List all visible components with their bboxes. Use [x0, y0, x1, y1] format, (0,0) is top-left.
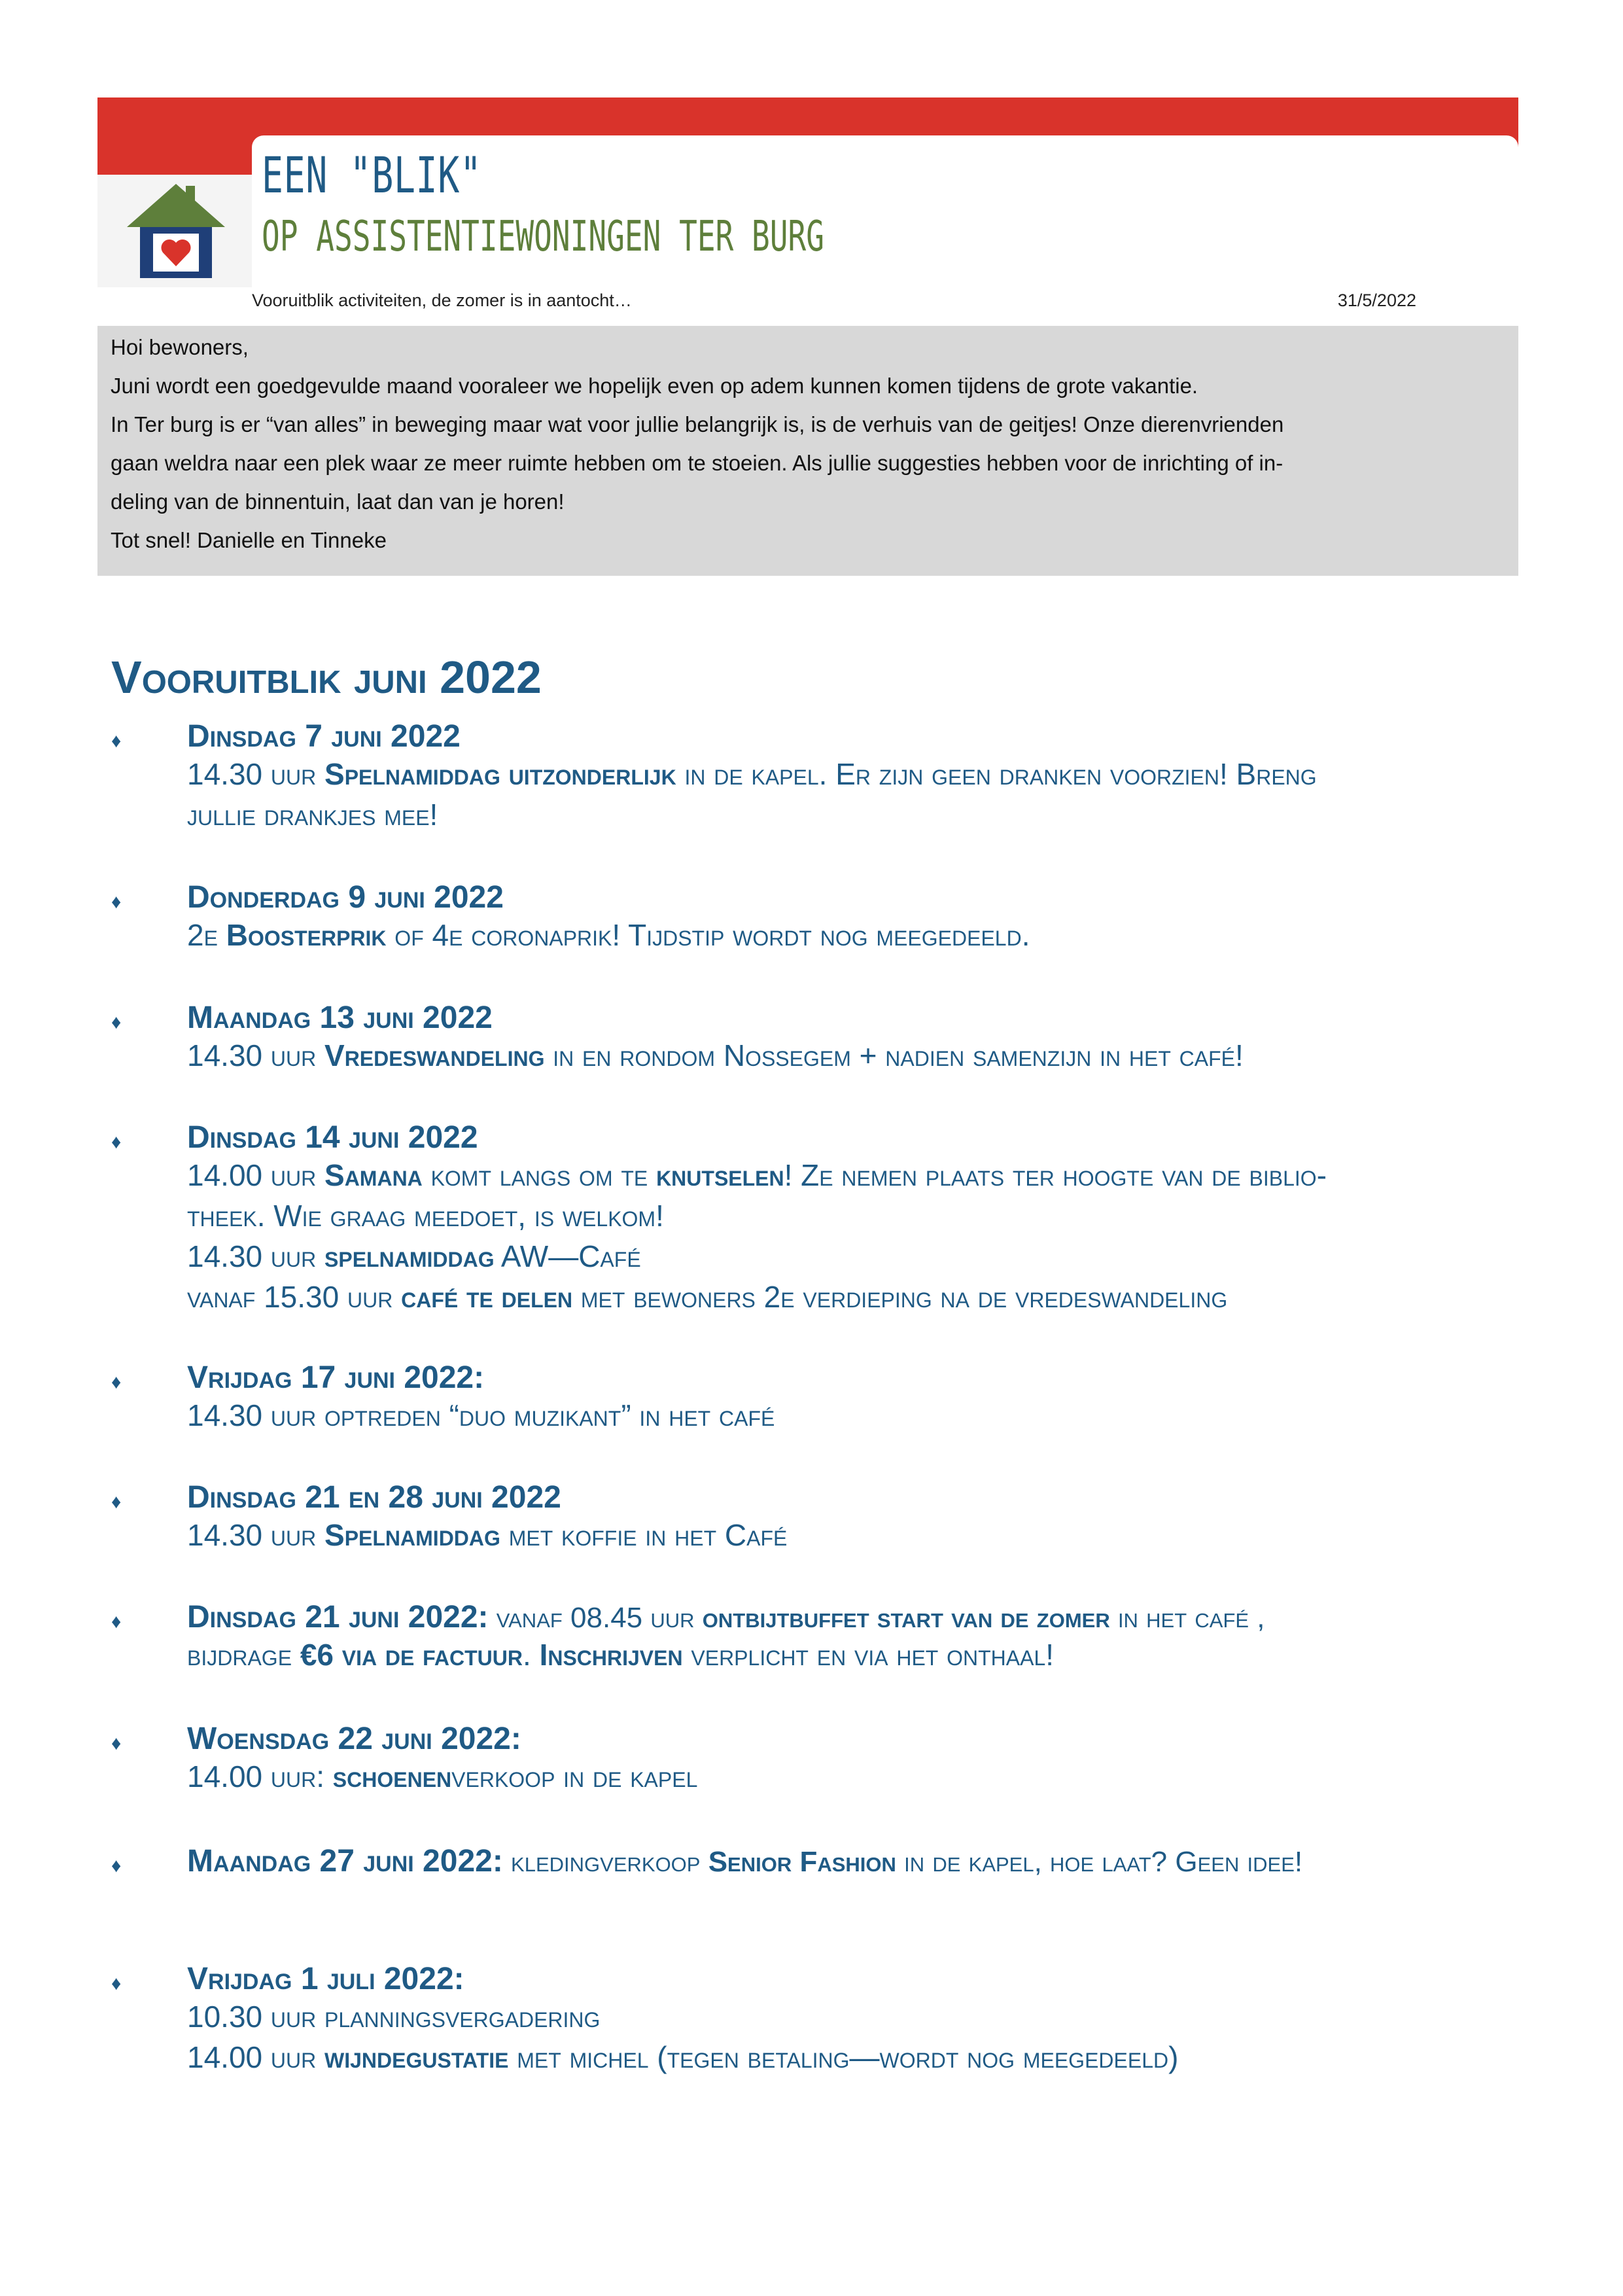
event-text: kledingverkoop: [502, 1846, 708, 1878]
event-text: met bewoners 2e verdieping na de vredeswandeling: [572, 1280, 1228, 1314]
emphasis-text: knutselen: [656, 1158, 784, 1192]
event-date-text: Dinsdag 21 en 28 juni 2022: [187, 1480, 561, 1515]
event-text: 14.00 uur: [187, 1158, 325, 1192]
event-text: vanaf 08.45 uur: [488, 1602, 703, 1634]
event-date-text: Woensdag 22 juni 2022:: [187, 1722, 521, 1756]
event-text: in de kapel, hoe laat? Geen idee!: [896, 1846, 1303, 1878]
event-date-text: Dinsdag 21 juni 2022:: [187, 1600, 489, 1634]
event-text: AW—Café: [494, 1239, 641, 1273]
event-text: 14.30 uur: [187, 1518, 325, 1552]
event-text: vanaf 15.30 uur: [187, 1280, 402, 1314]
event-text: 10.30 uur planningsvergadering: [187, 2000, 601, 2034]
emphasis-text: ontbijtbuffet start van de zomer: [702, 1602, 1110, 1634]
event-text: met michel (tegen betaling—wordt nog meegedeeld): [508, 2040, 1179, 2074]
event-date-text: Maandag 27 juni 2022:: [187, 1844, 503, 1879]
event-text: theek. Wie graag meedoet, is welkom!: [187, 1199, 664, 1233]
diamond-bullet-icon: ♦: [111, 1012, 122, 1033]
emphasis-text: Spelnamiddag uitzonderlijk: [324, 757, 676, 791]
issue-date: 31/5/2022: [1337, 291, 1416, 310]
event-description: [187, 917, 1030, 953]
event-date: [187, 1120, 478, 1156]
event-description: [187, 1517, 787, 1553]
greeting-line: Tot snel! Danielle en Tinneke: [111, 528, 387, 552]
event-text: verkoop in de kapel: [451, 1759, 698, 1793]
emphasis-text: Spelnamiddag: [324, 1518, 500, 1552]
event-date: [187, 1479, 561, 1515]
event-text: in de kapel. Er zijn geen dranken voorzien! Breng: [676, 757, 1317, 791]
event-description: [187, 1759, 697, 1794]
event-description: [187, 1239, 641, 1274]
event-text: komt langs om te: [422, 1158, 657, 1192]
event-date: [187, 1000, 493, 1036]
diamond-bullet-icon: ♦: [111, 1611, 122, 1633]
event-text: 14.00 uur: [187, 2040, 325, 2074]
greeting-box: [97, 326, 1518, 576]
event-text: verplicht en via het onthaal!: [682, 1638, 1055, 1672]
event-text: of 4e coronaprik! Tijdstip wordt nog meegedeeld.: [386, 918, 1030, 952]
greeting-line: Hoi bewoners,: [111, 335, 249, 359]
event-description: [187, 1637, 1054, 1672]
event-text: in en rondom Nossegem + nadien samenzijn in het café!: [544, 1038, 1244, 1072]
event-date: [187, 1599, 1265, 1635]
event-date-text: Maandag 13 juni 2022: [187, 1000, 493, 1035]
subtitle-row: [252, 291, 1416, 317]
emphasis-text: schoenen: [332, 1759, 452, 1793]
event-description: [187, 1279, 1227, 1315]
event-text: 14.30 uur: [187, 1239, 325, 1273]
page-heading: Vooruitblik juni 2022: [111, 652, 542, 703]
newsletter-subtitle: OP ASSISTENTIEWONINGEN TER BURG: [262, 213, 825, 261]
event-date: [187, 1843, 1302, 1879]
event-text: met koffie in het Café: [500, 1518, 788, 1552]
event-description: [187, 1398, 775, 1433]
emphasis-text: Boosterprik: [226, 918, 387, 952]
event-date: [187, 1360, 484, 1396]
greeting-line: In Ter burg is er “van alles” in beweging maar wat voor jullie belangrijk is, is de verhuis van de geitjes! Onze dierenvrienden: [111, 412, 1284, 436]
emphasis-text: €6 via de factuur: [300, 1638, 523, 1672]
event-date: [187, 1721, 521, 1757]
event-date: [187, 718, 461, 754]
event-date: [187, 1961, 464, 1997]
event-description: [187, 1198, 664, 1233]
event-text: 14.00 uur:: [187, 1759, 333, 1793]
diamond-bullet-icon: ♦: [111, 1371, 122, 1393]
event-text: .: [523, 1638, 540, 1672]
diamond-bullet-icon: ♦: [111, 1973, 122, 1994]
greeting-line: deling van de binnentuin, laat dan van je horen!: [111, 489, 565, 514]
event-text: jullie drankjes mee!: [187, 798, 438, 832]
event-description: [187, 1999, 600, 2034]
event-date-text: Donderdag 9 juni 2022: [187, 880, 504, 915]
event-description: [187, 1038, 1244, 1073]
event-date-text: Dinsdag 7 juni 2022: [187, 719, 461, 754]
tagline: Vooruitblik activiteiten, de zomer is in aantocht…: [252, 291, 632, 310]
event-text: ! Ze nemen plaats ter hoogte van de biblio-: [784, 1158, 1327, 1192]
event-description: [187, 2040, 1178, 2075]
event-inline-description: [489, 1602, 1265, 1634]
emphasis-text: café te delen: [401, 1280, 573, 1314]
emphasis-text: wijndegustatie: [324, 2040, 509, 2074]
emphasis-text: Vredeswandeling: [324, 1038, 545, 1072]
event-date-text: Dinsdag 14 juni 2022: [187, 1120, 478, 1155]
emphasis-text: Samana: [324, 1158, 423, 1192]
event-text: bijdrage: [187, 1638, 300, 1672]
newsletter-title: EEN "BLIK": [262, 146, 482, 204]
event-description: [187, 797, 438, 832]
event-text: 14.30 uur: [187, 1038, 325, 1072]
diamond-bullet-icon: ♦: [111, 730, 122, 752]
event-text: 14.30 uur: [187, 757, 325, 791]
event-text: 2e: [187, 918, 226, 952]
diamond-bullet-icon: ♦: [111, 1131, 122, 1153]
greeting-line: Juni wordt een goedgevulde maand vooraleer we hopelijk even op adem kunnen komen tijdens de grote vakantie.: [111, 374, 1198, 398]
diamond-bullet-icon: ♦: [111, 891, 122, 913]
logo: [97, 175, 252, 287]
event-inline-description: [503, 1846, 1302, 1878]
diamond-bullet-icon: ♦: [111, 1733, 122, 1754]
diamond-bullet-icon: ♦: [111, 1491, 122, 1513]
event-date: [187, 879, 504, 915]
event-text: in het café ,: [1109, 1602, 1265, 1634]
emphasis-text: Senior Fashion: [708, 1846, 896, 1878]
emphasis-text: spelnamiddag: [324, 1239, 495, 1273]
emphasis-text: Inschrijven: [539, 1638, 683, 1672]
event-description: [187, 1157, 1327, 1193]
event-text: 14.30 uur optreden “duo muzikant” in het café: [187, 1398, 775, 1432]
house-heart-icon: [124, 183, 228, 281]
event-date-text: Vrijdag 1 juli 2022:: [187, 1962, 464, 1996]
greeting-line: gaan weldra naar een plek waar ze meer ruimte hebben om te stoeien. Als jullie suggesties hebben voor de inrichting of in-: [111, 451, 1283, 475]
event-date-text: Vrijdag 17 juni 2022:: [187, 1360, 485, 1395]
diamond-bullet-icon: ♦: [111, 1855, 122, 1877]
event-description: [187, 756, 1317, 792]
